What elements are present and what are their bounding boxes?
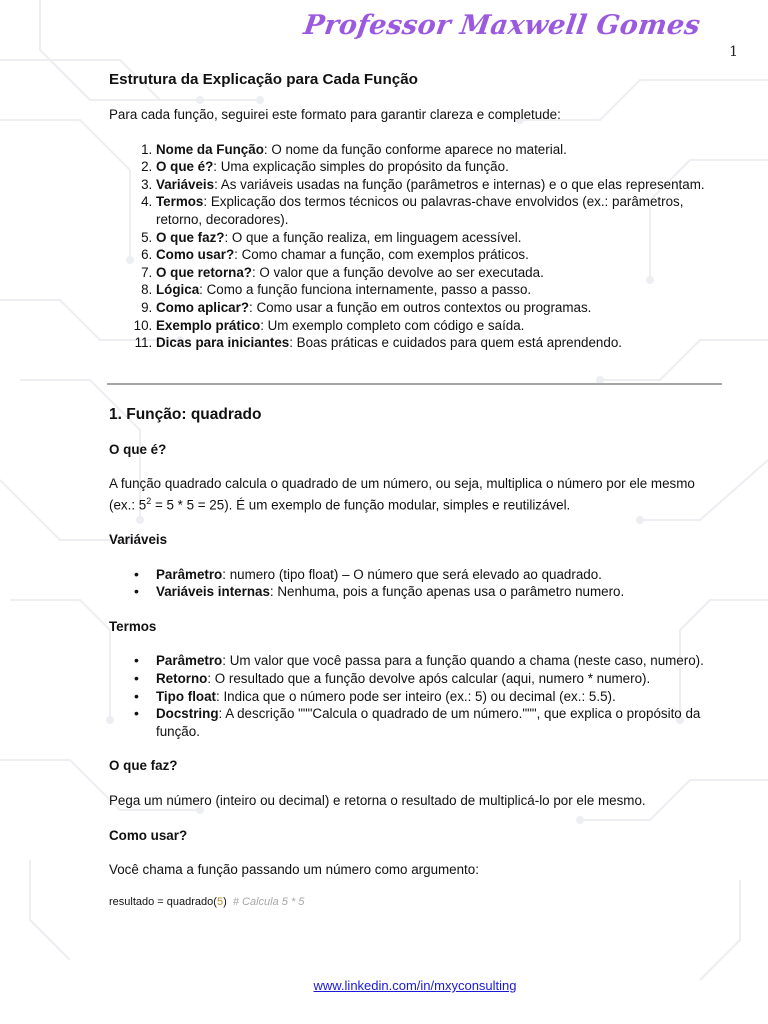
function-title: 1. Função: quadrado <box>109 405 262 423</box>
list-item: 5. O que faz?: O que a função realiza, em linguagem acessível. <box>156 229 724 247</box>
section-title: Estrutura da Explicação para Cada Função <box>109 71 418 88</box>
what-is-paragraph: A função quadrado calcula o quadrado de um número, ou seja, multiplica o número por ele mesmo (ex.: $5^2 = 5 * 5 = 25$). É um exemplo de função modular, simples e reutilizável. <box>109 476 695 513</box>
terms-heading: Termos <box>109 618 157 634</box>
list-item: 10. Exemplo prático: Um exemplo completo com código e saída. <box>156 317 724 335</box>
list-item: 3. Variáveis: As variáveis usadas na função (parâmetros e internas) e o que elas representam. <box>156 176 724 194</box>
document-body <box>109 70 724 911</box>
list-item: 9. Como aplicar?: Como usar a função em outros contextos ou programas. <box>156 299 724 317</box>
variables-heading: Variáveis <box>109 531 168 547</box>
variables-list <box>109 566 724 601</box>
page-number: 1 <box>729 44 738 60</box>
terms-list <box>109 652 724 740</box>
list-item: • Retorno: O resultado que a função devolve após calcular (aqui, numero * numero). <box>156 670 724 688</box>
section-divider <box>107 383 722 385</box>
what-is-heading: O que é? <box>109 441 167 457</box>
how-to-use-paragraph: Você chama a função passando um número como argumento: <box>109 862 479 878</box>
code-example: resultado = quadrado(5) # Calcula 5 * 5 <box>109 895 305 908</box>
brand-signature: Professor Maxwell Gomes <box>301 10 703 41</box>
list-item: 4. Termos: Explicação dos termos técnicos ou palavras-chave envolvidos (ex.: parâmetros, retorno, decoradores). <box>156 193 724 228</box>
list-item: • Variáveis internas: Nenhuma, pois a função apenas usa o parâmetro numero. <box>156 583 724 601</box>
list-item: 7. O que retorna?: O valor que a função devolve ao ser executada. <box>156 264 724 282</box>
list-item: • Parâmetro: numero (tipo float) – O número que será elevado ao quadrado. <box>156 566 724 584</box>
structure-list <box>109 141 724 352</box>
what-does-heading: O que faz? <box>109 758 178 774</box>
linkedin-link[interactable]: www.linkedin.com/in/mxyconsulting <box>313 978 517 993</box>
what-does-paragraph: Pega um número (inteiro ou decimal) e retorna o resultado de multiplicá-lo por ele mesmo. <box>109 792 646 808</box>
intro-paragraph: Para cada função, seguirei este formato para garantir clareza e completude: <box>109 107 561 122</box>
list-item: • Docstring: A descrição """Calcula o quadrado de um número.""", que explica o propósito da função. <box>156 705 724 740</box>
list-item: 8. Lógica: Como a função funciona internamente, passo a passo. <box>156 281 724 299</box>
list-item: • Parâmetro: Um valor que você passa para a função quando a chama (neste caso, numero). <box>156 652 724 670</box>
list-item: 6. Como usar?: Como chamar a função, com exemplos práticos. <box>156 246 724 264</box>
list-item: 11. Dicas para iniciantes: Boas práticas e cuidados para quem está aprendendo. <box>156 334 724 352</box>
list-item: • Tipo float: Indica que o número pode ser inteiro (ex.: 5) ou decimal (ex.: 5.5). <box>156 688 724 706</box>
list-item: 1. Nome da Função: O nome da função conforme aparece no material. <box>156 141 724 159</box>
how-to-use-heading: Como usar? <box>109 827 188 843</box>
list-item: 2. O que é?: Uma explicação simples do propósito da função. <box>156 158 724 176</box>
